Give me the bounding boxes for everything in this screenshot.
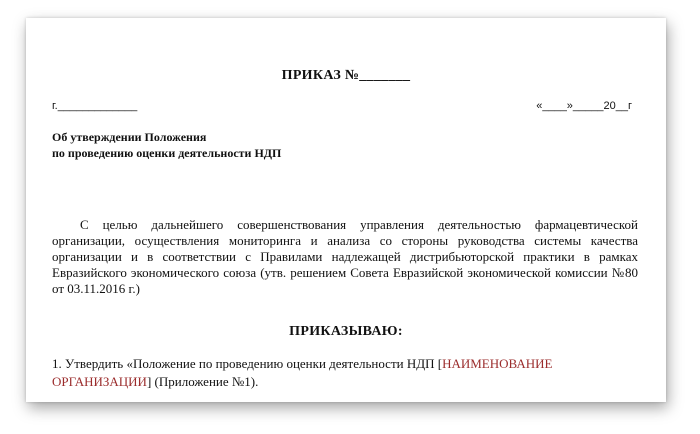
order-item-1-suffix: ] (Приложение №1). [146,374,259,389]
subject-line-1: Об утверждении Положения [52,130,207,144]
order-heading: ПРИКАЗЫВАЮ: [289,324,403,339]
date-field: «____»_____20__г [536,100,632,112]
order-item-1 [52,355,638,391]
subject-line-2: по проведению оценки деятельности НДП [52,146,282,160]
document-page [26,18,666,402]
organization-name-placeholder: НАИМЕНОВАНИЕ ОРГАНИЗАЦИИ [52,356,553,389]
preamble-paragraph: С целью дальнейшего совершенствования управления деятельностью фармацевтической организации, осуществления мониторинга и анализа со стороны руководства системы качества организации и в соответствии с Правилами надлежащей дистрибьюторской практики в рамках Евразийского экономического союза (утв. решением Совета Евразийской экономической комиссии №80 от 03.11.2016 г.) [52,217,638,296]
document-subject [52,129,281,161]
place-field: г._____________ [52,100,138,112]
document-title: ПРИКАЗ №_______ [281,68,411,83]
order-item-1-prefix: 1. Утвердить «Положение по проведению оценки деятельности НДП [ [52,356,443,371]
